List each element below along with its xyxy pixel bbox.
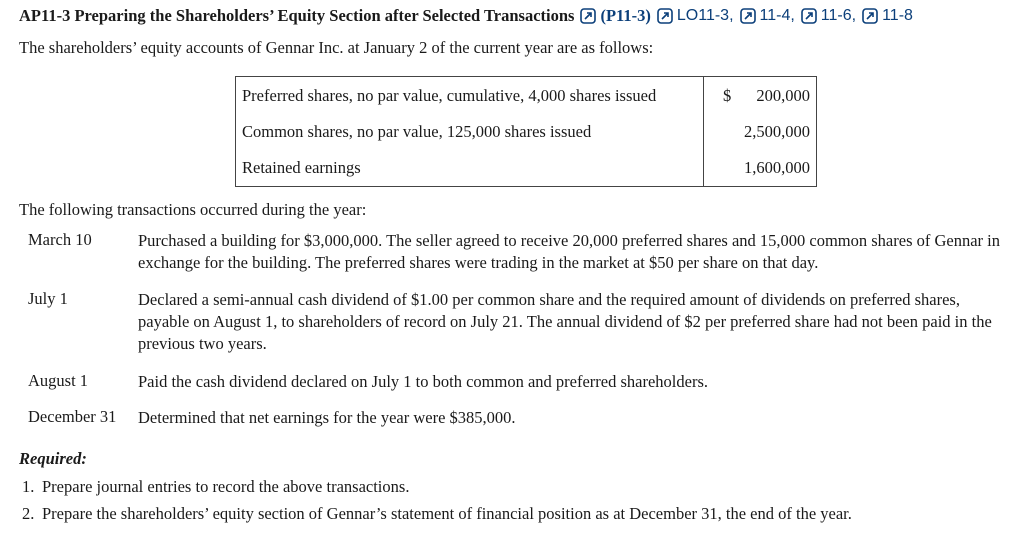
external-link-icon[interactable] (580, 8, 596, 24)
row-label: Preferred shares, no par value, cumulative, 4,000 shares issued (242, 86, 657, 105)
row-amount: 1,600,000 (744, 158, 810, 177)
table-row (236, 86, 816, 110)
problem-title: AP11-3 Preparing the Shareholders’ Equity Section after Selected Transactions (19, 6, 575, 25)
table-row (236, 158, 816, 182)
lo-link[interactable]: 11-4, (759, 7, 795, 24)
table-row (236, 122, 816, 146)
intro-text: The shareholders’ equity accounts of Gennar Inc. at January 2 of the current year are as follows: (19, 38, 654, 57)
transaction-text: Declared a semi-annual cash dividend of $1.00 per common share and the required amount of dividends on preferred shares, payable on August 1, to shareholders of record on July 21. The annual dividend of $2 per preferred share had not been paid in the previous two years. (138, 290, 992, 353)
external-link-icon[interactable] (740, 8, 756, 24)
transaction-date: July 1 (28, 289, 68, 308)
external-link-icon[interactable] (657, 8, 673, 24)
item-text: Prepare the shareholders’ equity section of Gennar’s statement of financial position as at December 31, the end of the year. (42, 504, 852, 523)
required-heading: Required: (19, 449, 87, 468)
transaction-date: December 31 (28, 407, 117, 426)
row-label: Retained earnings (242, 158, 361, 177)
external-link-icon[interactable] (801, 8, 817, 24)
transaction-date: August 1 (28, 371, 89, 390)
transaction-date: March 10 (28, 230, 92, 249)
transaction-text: Paid the cash dividend declared on July 1 to both common and preferred shareholders. (138, 372, 708, 391)
required-item (22, 504, 852, 524)
required-item (22, 477, 409, 497)
lo-link[interactable]: 11-6, (820, 7, 857, 24)
lo-link[interactable]: LO11-3, (676, 7, 734, 24)
transactions-intro: The following transactions occurred during the year: (19, 200, 367, 219)
item-number: 1. (22, 477, 35, 496)
lo-link[interactable]: 11-8 (882, 7, 913, 24)
transaction-text: Purchased a building for $3,000,000. The seller agreed to receive 20,000 preferred shares and 15,000 common shares of Gennar in exchange for the building. The preferred shares were trading in the market at $50 per share on that day. (138, 231, 1001, 272)
transaction-text: Determined that net earnings for the year were $385,000. (138, 408, 516, 427)
dollar-sign: $ (723, 86, 732, 105)
item-number: 2. (22, 504, 35, 523)
row-amount: 200,000 (756, 86, 810, 105)
item-text: Prepare journal entries to record the above transactions. (42, 477, 410, 496)
problem-header (19, 4, 913, 28)
row-label: Common shares, no par value, 125,000 shares issued (242, 122, 592, 141)
row-amount: 2,500,000 (744, 122, 810, 141)
external-link-icon[interactable] (862, 8, 878, 24)
equity-table (235, 76, 817, 187)
ref-link[interactable]: (P11-3) (600, 6, 651, 25)
